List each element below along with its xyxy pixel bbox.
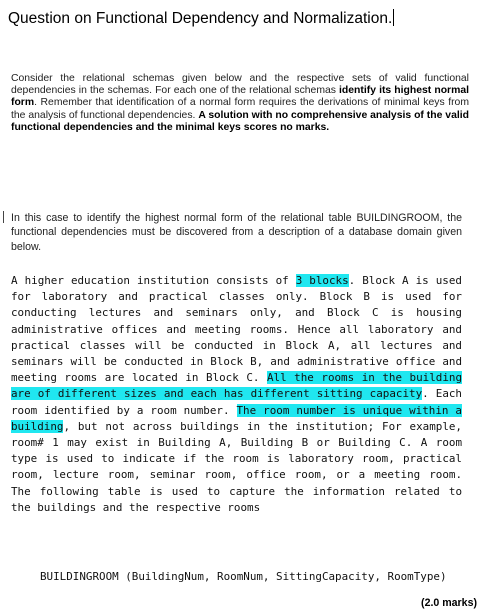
highlight-room-unique: The room number is unique within a building [11, 403, 462, 433]
instructions-text-2: . Remember that identification of a normal form requires the derivations of minimal keys from the analysis of functional dependencies. [11, 97, 469, 121]
question-title[interactable] [8, 9, 478, 29]
question-title-text: Question on Functional Dependency and Normalization. [8, 10, 393, 27]
instructions-bold-1: identify its highest normal form [11, 85, 469, 109]
description-text-1: A higher education institution consists of [11, 274, 296, 287]
paragraph-marker [3, 211, 4, 223]
description-text-4: , but not across buildings in the institution; For example, room# 1 may exist in Building A, Building B or Building C. A room type is used to indicate if the room is laboratory room, practical room, lecture room, seminar room, office room, or a meeting room. The following table is used to capture the information related to the buildings and the respective rooms [11, 419, 462, 514]
highlight-room-sizes: All the rooms in the building are of different sizes and each has different sitting capacity [11, 371, 462, 401]
case-paragraph: In this case to identify the highest normal form of the relational table BUILDINGROOM, the functional dependencies must be discovered from a description of a database domain given below. [11, 212, 462, 253]
instructions-text-1: Consider the relational schemas given below and the respective sets of valid functional dependencies in the schemas. For each one of the relational schemas [11, 73, 469, 97]
instructions-paragraph [11, 73, 469, 134]
description-text-2: . Block A is used for laboratory and practical classes only. Block B is used for conducting lectures and seminars only, and Block C is housing administrative offices and meeting rooms. Hence all laboratory and practical classes will be conducted in Block A, all lectures and seminars will be conducted in Block B, and administrative office and meeting rooms are located in Block C. [11, 274, 462, 385]
domain-description [11, 273, 462, 516]
instructions-bold-2: A solution with no comprehensive analysis of the valid functional dependencies and the minimal keys scores no marks. [11, 109, 469, 133]
description-text-3: . Each room identified by a room number. [11, 387, 462, 417]
marks-label: (2.0 marks) [421, 597, 477, 609]
relation-schema: BUILDINGROOM (BuildingNum, RoomNum, SittingCapacity, RoomType) [40, 570, 447, 583]
text-cursor [393, 9, 394, 26]
highlight-3-blocks: 3 blocks [295, 274, 349, 287]
